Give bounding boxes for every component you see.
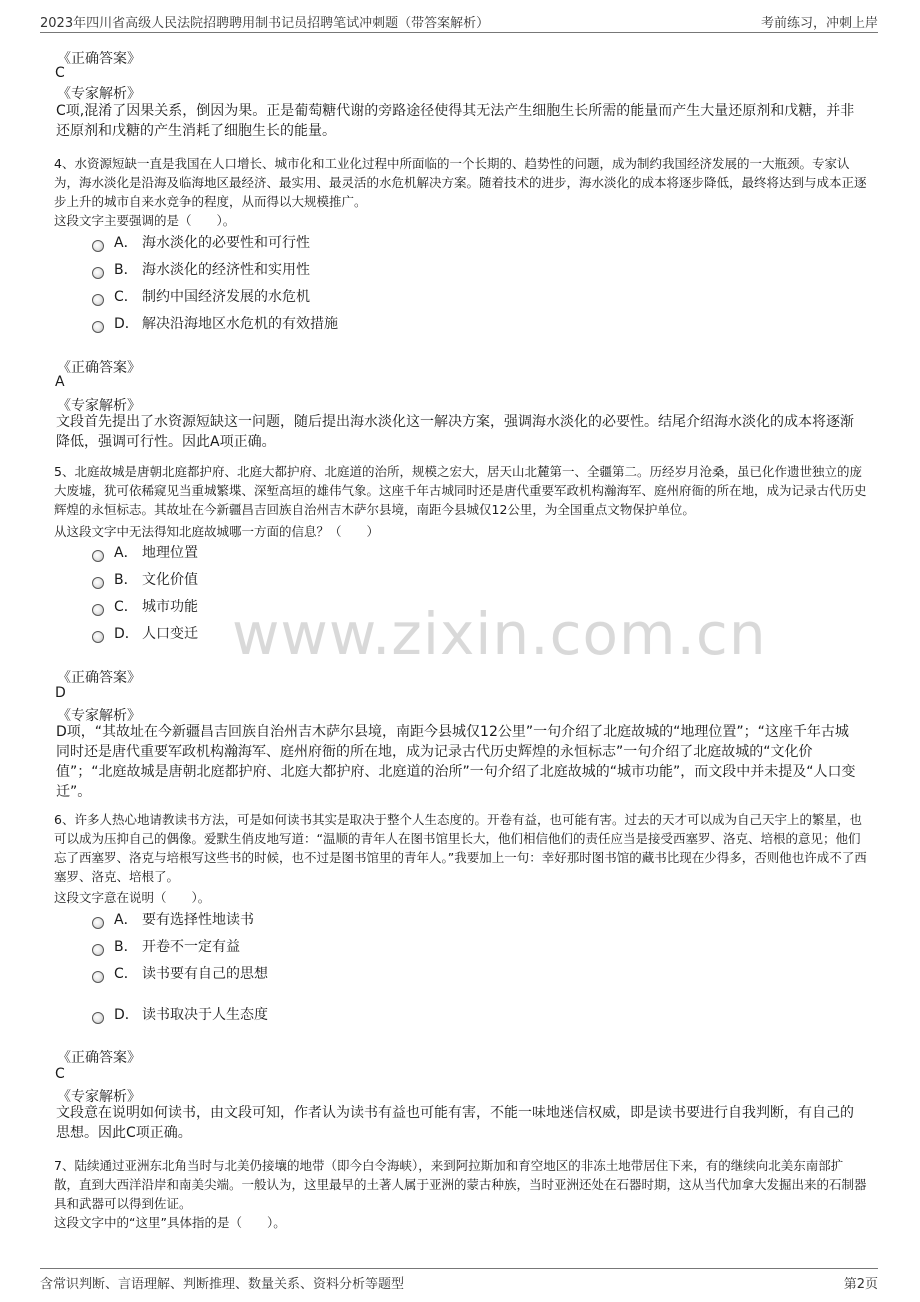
option-b[interactable]: B． 海水淡化的经济性和实用性 bbox=[92, 260, 310, 280]
option-b[interactable]: B． 文化价值 bbox=[92, 570, 198, 590]
radio-icon[interactable] bbox=[92, 240, 104, 252]
answer-label: 《正确答案》 bbox=[57, 670, 141, 686]
option-b[interactable]: B． 开卷不一定有益 bbox=[92, 937, 240, 957]
radio-icon[interactable] bbox=[92, 917, 104, 929]
option-c[interactable]: C． 读书要有自己的思想 bbox=[92, 964, 268, 984]
analysis-text: 文段意在说明如何读书，由文段可知，作者认为读书有益也可能有害，不能一味地迷信权威，即是读书要进行自我判断，有自己的思想。因此C项正确。 bbox=[56, 1105, 854, 1141]
question-stem: 5、北庭故城是唐朝北庭都护府、北庭大都护府、北庭道的治所，规模之宏大，居天山北麓第一、全疆第二。历经岁月沧桑，虽已化作遗世独立的庞大废墟，犹可依稀窥见当重城繁堞、深堑高垣的雄伟气象。这座千年古城同时还是唐代重要军政机构瀚海军、庭州府衙的所在地，成为记录古代历史辉煌的永恒标志。其故址在今新疆昌吉回族自治州吉木萨尔县境，南距今县城仅12公里，为全国重点文物保护单位。 bbox=[54, 464, 867, 517]
question-stem: 4、水资源短缺一直是我国在人口增长、城市化和工业化过程中所面临的一个长期的、趋势性的问题，成为制约我国经济发展的一大瓶颈。专家认为，海水淡化是沿海及临海地区最经济、最实用、最灵活的水危机解决方案。随着技术的进步，海水淡化的成本将逐步降低，最终将达到与成本正逐步上升的城市自来水竞争的程度，从而得以大规模推广。 bbox=[54, 156, 867, 209]
option-a[interactable]: A． 地理位置 bbox=[92, 543, 198, 563]
radio-icon[interactable] bbox=[92, 550, 104, 562]
answer-value: C bbox=[55, 1066, 65, 1082]
header-slogan: 考前练习，冲刺上岸 bbox=[760, 16, 878, 31]
radio-icon[interactable] bbox=[92, 631, 104, 643]
option-c[interactable]: C． 城市功能 bbox=[92, 597, 198, 617]
question-prompt: 从这段文字中无法得知北庭故城哪一方面的信息？（ ） bbox=[54, 524, 380, 539]
header-title: 2023年四川省高级人民法院招聘聘用制书记员招聘笔试冲刺题（带答案解析） bbox=[40, 16, 490, 31]
analysis-label: 《专家解析》 bbox=[57, 398, 141, 414]
analysis-label: 《专家解析》 bbox=[57, 708, 141, 724]
question-stem: 7、陆续通过亚洲东北角当时与北美仍接壤的地带（即今白令海峡），来到阿拉斯加和育空地区的非冻土地带居住下来，有的继续向北美东南部扩散，直到大西洋沿岸和南美尖端。一般认为，这里最早的土著人属于亚洲的蒙古种族，当时亚洲还处在石器时期，这从当代加拿大发掘出来的石制器具和武器可以得到佐证。 bbox=[54, 1158, 867, 1211]
question-prompt: 这段文字中的“这里”具体指的是（ ）。 bbox=[54, 1215, 286, 1230]
answer-value: A bbox=[55, 374, 65, 390]
page-header bbox=[40, 10, 878, 33]
option-c[interactable]: C． 制约中国经济发展的水危机 bbox=[92, 287, 310, 307]
answer-label: 《正确答案》 bbox=[57, 360, 141, 376]
option-d[interactable]: D． 人口变迁 bbox=[92, 624, 198, 644]
answer-value: C bbox=[55, 65, 65, 81]
question-prompt: 这段文字意在说明（ ）。 bbox=[54, 890, 211, 905]
option-d[interactable]: D． 读书取决于人生态度 bbox=[92, 1005, 268, 1025]
analysis-text: D项，“其故址在今新疆昌吉回族自治州吉木萨尔县境，南距今县城仅12公里”一句介绍了北庭故城的“地理位置”；“这座千年古城同时还是唐代重要军政机构瀚海军、庭州府衙的所在地，成为记录古代历史辉煌的永恒标志”一句介绍了北庭故城的“文化价值”；“北庭故城是唐朝北庭都护府、北庭大都护府、北庭道的治所”一句介绍了北庭故城的“城市功能”，而文段中并未提及“人口变迁”。 bbox=[56, 724, 856, 800]
radio-icon[interactable] bbox=[92, 604, 104, 616]
radio-icon[interactable] bbox=[92, 294, 104, 306]
analysis-label: 《专家解析》 bbox=[57, 1089, 141, 1105]
page-number: 第2页 bbox=[843, 1277, 878, 1292]
radio-icon[interactable] bbox=[92, 267, 104, 279]
radio-icon[interactable] bbox=[92, 971, 104, 983]
option-d[interactable]: D． 解决沿海地区水危机的有效措施 bbox=[92, 314, 338, 334]
question-prompt: 这段文字主要强调的是（ ）。 bbox=[54, 213, 236, 228]
option-a[interactable]: A． 海水淡化的必要性和可行性 bbox=[92, 233, 310, 253]
analysis-label: 《专家解析》 bbox=[57, 86, 141, 102]
answer-label: 《正确答案》 bbox=[57, 51, 141, 67]
watermark: www.zixin.com.cn bbox=[232, 600, 767, 668]
radio-icon[interactable] bbox=[92, 1012, 104, 1024]
analysis-text: C项,混淆了因果关系，倒因为果。正是葡萄糖代谢的旁路途径使得其无法产生细胞生长所需的能量而产生大量还原剂和戊糖，并非还原剂和戊糖的产生消耗了细胞生长的能量。 bbox=[56, 103, 855, 139]
option-a[interactable]: A． 要有选择性地读书 bbox=[92, 910, 254, 930]
answer-label: 《正确答案》 bbox=[57, 1050, 141, 1066]
question-stem: 6、许多人热心地请教读书方法，可是如何读书其实是取决于整个人生态度的。开卷有益，也可能有害。过去的天才可以成为自己天宇上的繁星，也可以成为压抑自己的偶像。爱默生俏皮地写道：“温顺的青年人在图书馆里长大，他们相信他们的责任应当是接受西塞罗、洛克、培根的意见；他们忘了西塞罗、洛克与培根写这些书的时候，也不过是图书馆里的青年人。”我要加上一句：幸好那时图书馆的藏书比现在少得多，否则他也许成不了西塞罗、洛克、培根了。 bbox=[54, 812, 867, 884]
page-footer bbox=[40, 1268, 878, 1293]
radio-icon[interactable] bbox=[92, 577, 104, 589]
answer-value: D bbox=[55, 685, 66, 701]
footer-text: 含常识判断、言语理解、判断推理、数量关系、资料分析等题型 bbox=[40, 1277, 405, 1292]
radio-icon[interactable] bbox=[92, 944, 104, 956]
radio-icon[interactable] bbox=[92, 321, 104, 333]
analysis-text: 文段首先提出了水资源短缺这一问题，随后提出海水淡化这一解决方案，强调海水淡化的必要性。结尾介绍海水淡化的成本将逐渐降低，强调可行性。因此A项正确。 bbox=[56, 414, 854, 450]
